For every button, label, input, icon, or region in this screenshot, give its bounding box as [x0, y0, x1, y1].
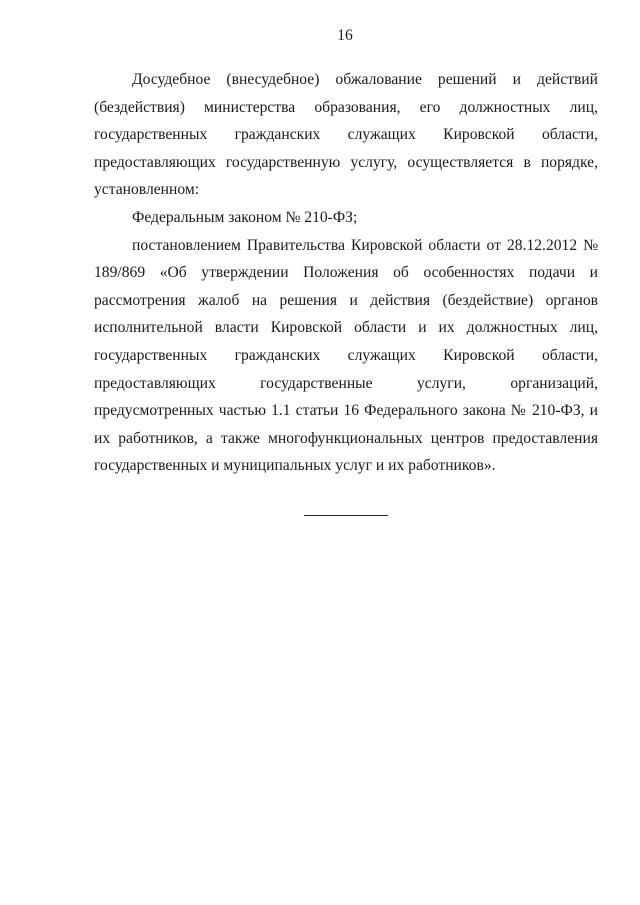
end-separator-line	[304, 515, 388, 516]
paragraph-government-resolution: постановлением Правительства Кировской области от 28.12.2012 № 189/869 «Об утверждении Положения об особенностях подачи и рассмотрения жалоб на решения и действия (бездействие) органов исполнительной власти Кировской области и их должностных лиц, государственных гражданских служащих Кировской области, предоставляющих государственные услуги, организаций, предусмотренных частью 1.1 статьи 16 Федерального закона № 210-ФЗ, и их работников, а также многофункциональных центров предоставления государственных и муниципальных услуг и их работников».	[94, 236, 598, 475]
page-number: 16	[337, 27, 353, 44]
paragraph-appeal-procedure: Досудебное (внесудебное) обжалование решений и действий (бездействия) министерства образования, его должностных лиц, государственных гражданских служащих Кировской области, предоставляющих государственную услугу, осуществляется в порядке, установленном:	[94, 71, 598, 199]
document-body	[94, 66, 598, 480]
paragraph-federal-law: Федеральным законом № 210-ФЗ;	[132, 208, 358, 226]
